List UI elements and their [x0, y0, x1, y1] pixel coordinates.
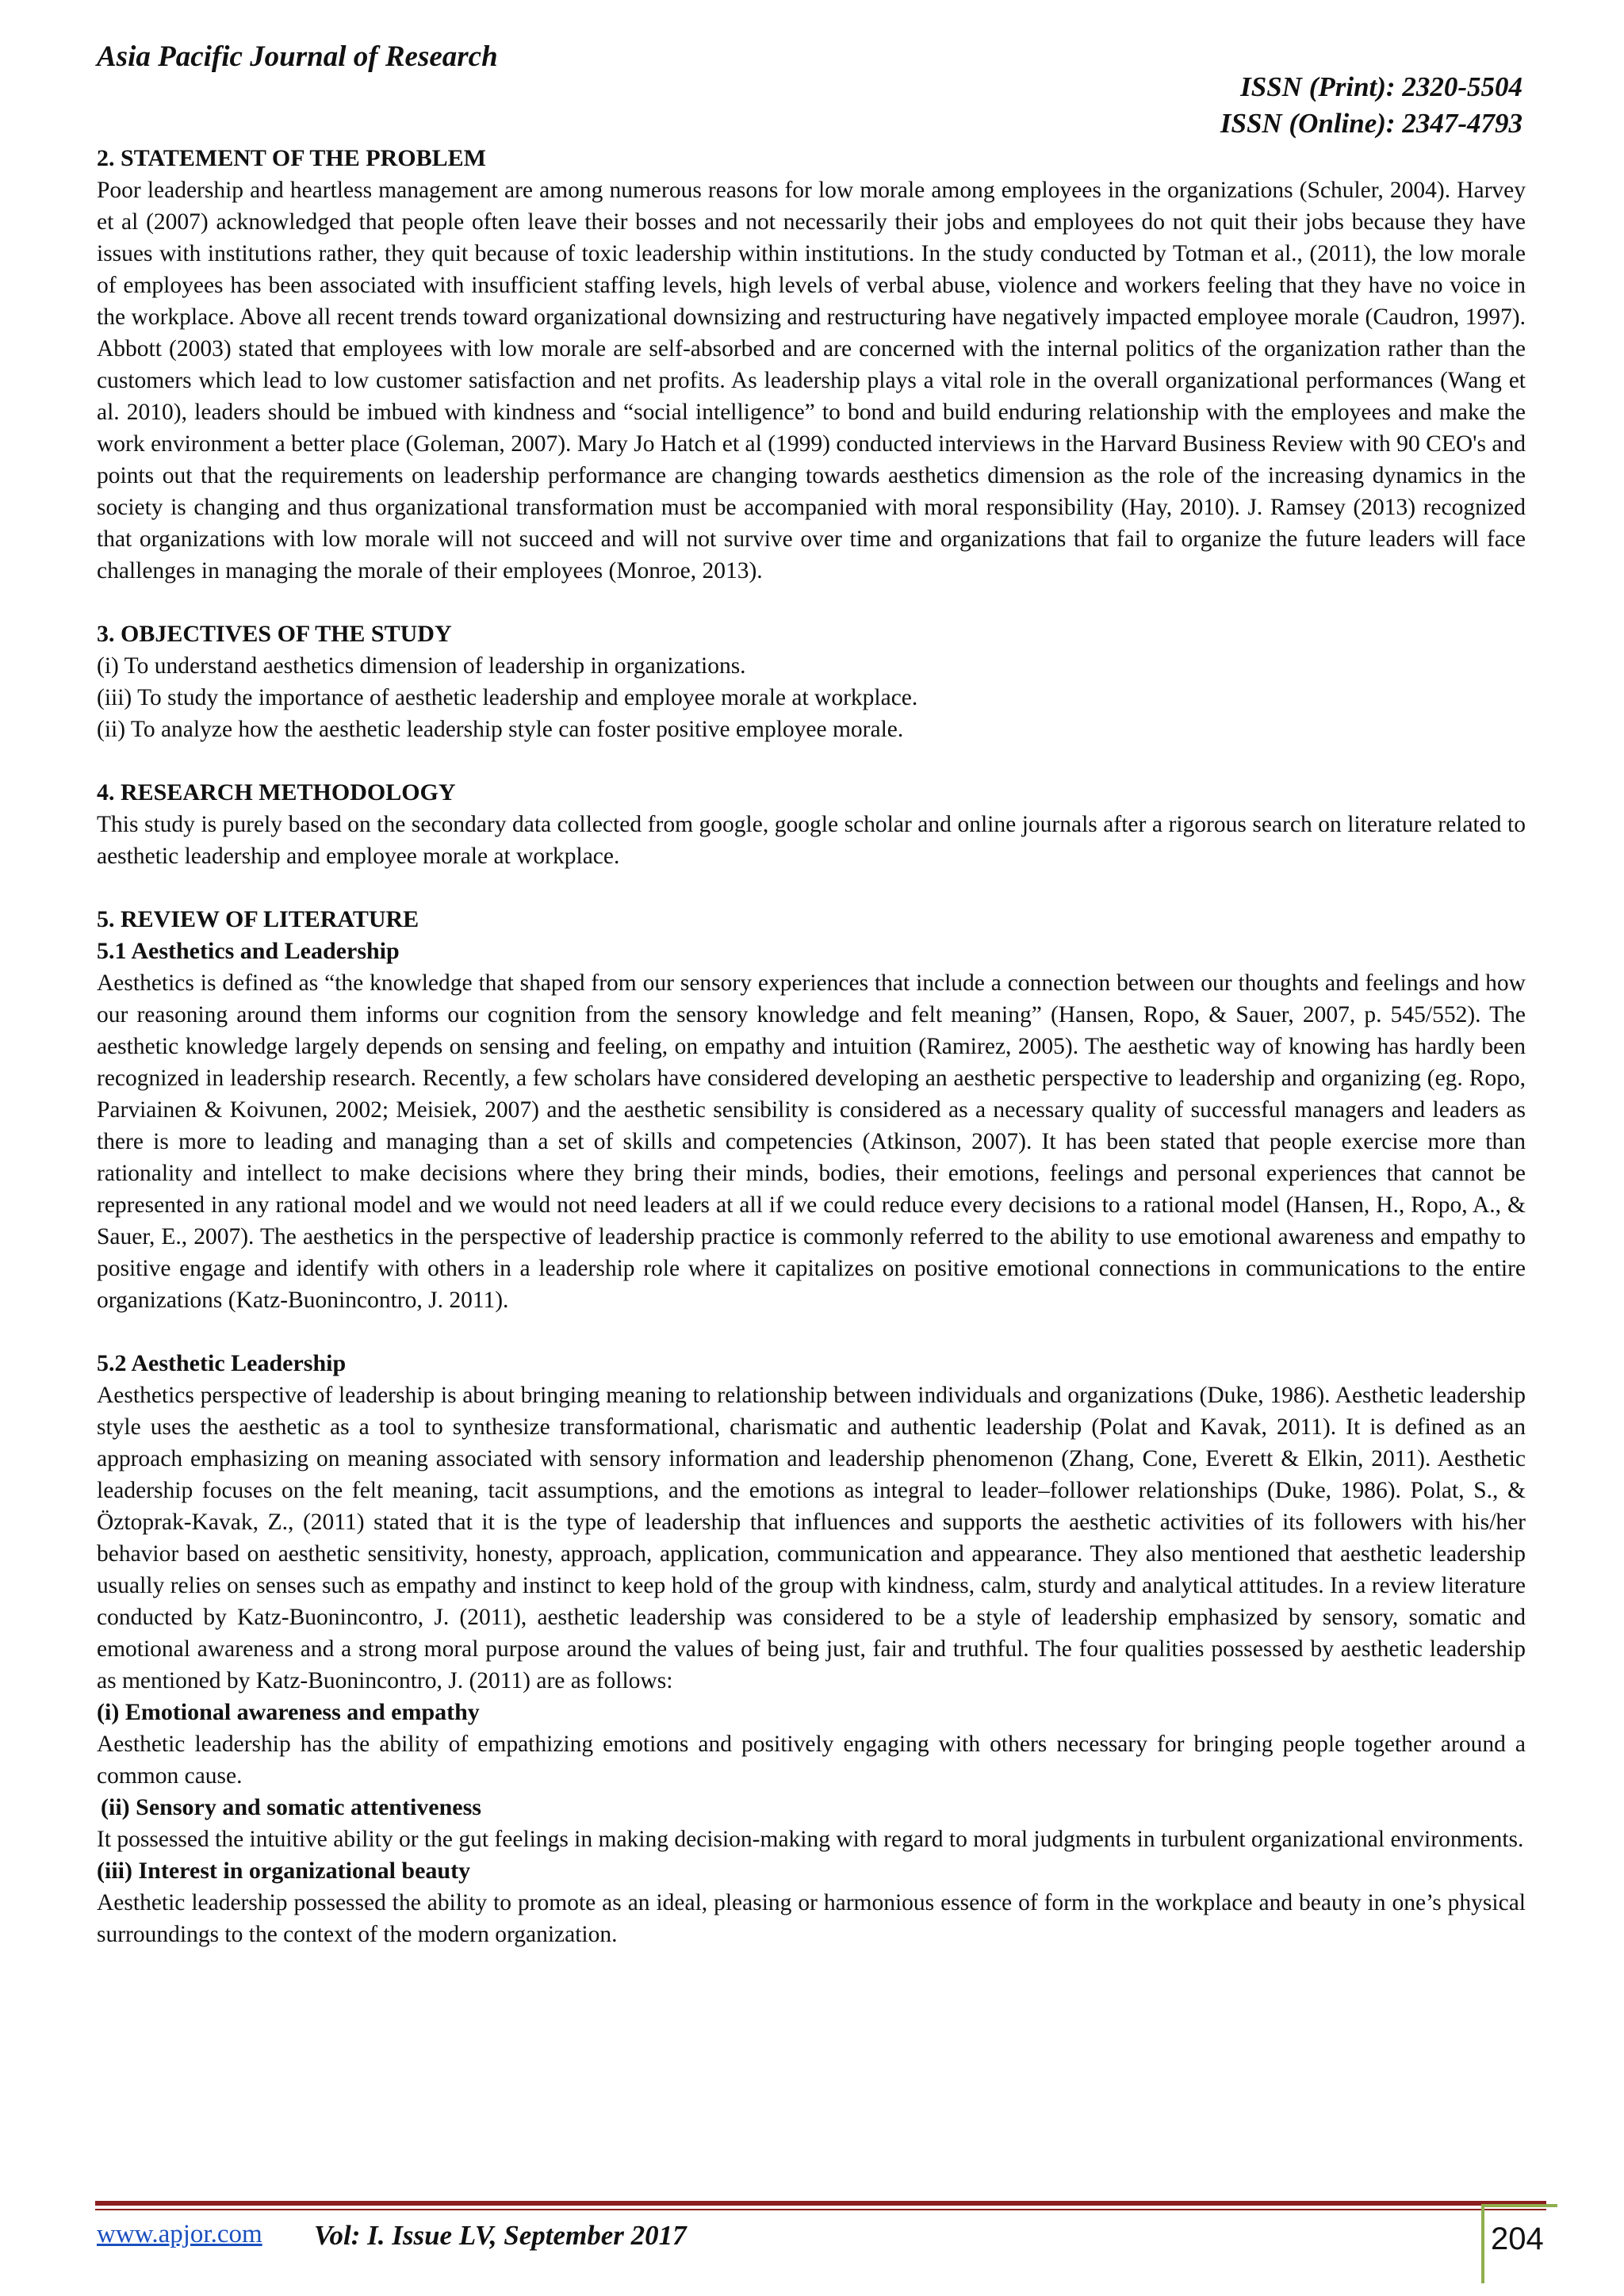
section-review-5-2: [97, 1348, 1526, 1950]
section-review-5-1: [97, 904, 1526, 1316]
paragraph: It possessed the intuitive ability or the gut feelings in making decision-making with regard to moral judgments in turbulent organizational environments.: [97, 1827, 1524, 1852]
article-body: [97, 143, 1526, 1950]
section-heading: 4. RESEARCH METHODOLOGY: [97, 779, 456, 806]
journal-name: Asia Pacific Journal of Research: [97, 40, 498, 73]
paragraph: Aesthetics perspective of leadership is about bringing meaning to relationship between individuals and organizations (Duke, 1986). Aesthetic leadership style uses the aesthetic as a tool to synthesize transformational, charismatic and authentic leadership (Polat and Kavak, 2011). It is defined as an approach emphasizing on meaning associated with sensory information and leadership phenomenon (Zhang, Cone, Everett & Elkin, 2011). Aesthetic leadership focuses on the felt meaning, tacit assumptions, and the emotions as integral to leader–follower relationships (Duke, 1986). Polat, S., & Öztoprak-Kavak, Z., (2011) stated that it is the type of leadership that influences and supports the aesthetic activities of its followers with his/her behavior based on aesthetic sensitivity, honesty, approach, application, communication and appearance. They also mentioned that aesthetic leadership usually relies on senses such as empathy and instinct to keep hold of the group with kindness, calm, sturdy and analytical attitudes. In a review literature conducted by Katz-Buonincontro, J. (2011), aesthetic leadership was considered to be a style of leadership emphasized by sensory, somatic and emotional awareness and a strong moral purpose around the values of being just, fair and truthful. The four qualities possessed by aesthetic leadership as mentioned by Katz-Buonincontro, J. (2011) are as follows:: [97, 1383, 1526, 1693]
footer-url-link[interactable]: www.apjor.com: [97, 2220, 262, 2248]
issn-online: ISSN (Online): 2347-4793: [1220, 108, 1522, 139]
footer-divider: [95, 2201, 1546, 2206]
section-methodology: [97, 777, 1526, 872]
objective-item: (iii) To study the importance of aesthetic leadership and employee morale at workplace.: [97, 685, 918, 710]
page-box-left-border: [1481, 2204, 1484, 2283]
footer-volume: Vol: I. Issue LV, September 2017: [314, 2220, 687, 2251]
section-heading: 2. STATEMENT OF THE PROBLEM: [97, 145, 486, 171]
page-box-top-border: [1481, 2204, 1557, 2207]
section-objectives: [97, 618, 1526, 745]
section-heading: 5. REVIEW OF LITERATURE: [97, 906, 419, 932]
objective-item: (ii) To analyze how the aesthetic leadership style can foster positive employee morale.: [97, 717, 904, 742]
paragraph: Aesthetics is defined as “the knowledge that shaped from our sensory experiences that include a connection between our thoughts and feelings and how our reasoning around them informs our cognition from the sensory knowledge and felt meaning” (Hansen, Ropo, & Sauer, 2007, p. 545/552). The aesthetic knowledge largely depends on sensing and feeling, on empathy and intuition (Ramirez, 2005). The aesthetic way of knowing has hardly been recognized in leadership research. Recently, a few scholars have considered developing an aesthetic perspective to leadership and organizing (eg. Ropo, Parviainen & Koivunen, 2002; Meisiek, 2007) and the aesthetic sensibility is considered as a necessary quality of successful managers and leaders as there is more to leading and managing than a set of skills and competencies (Atkinson, 2007). It has been stated that people exercise more than rationality and intellect to make decisions where they bring their minds, bodies, their emotions, feelings and personal experiences that cannot be represented in any rational model and we would not need leaders at all if we could reduce every decisions to a rational model (Hansen, H., Ropo, A., & Sauer, E., 2007). The aesthetics in the perspective of leadership practice is commonly referred to the ability to use emotional awareness and empathy to positive engage and identify with others in a leadership role where it capitalizes on positive emotional connections in communications to the entire organizations (Katz-Buonincontro, J. 2011).: [97, 970, 1526, 1313]
subsection-heading: 5.1 Aesthetics and Leadership: [97, 938, 400, 964]
quality-heading: (iii) Interest in organizational beauty: [97, 1858, 471, 1884]
page-number-box: [1481, 2204, 1557, 2283]
footer-divider: [95, 2209, 1546, 2210]
issn-print: ISSN (Print): 2320-5504: [1240, 71, 1522, 102]
objective-item: (i) To understand aesthetics dimension of leadership in organizations.: [97, 653, 746, 679]
paragraph: Poor leadership and heartless management are among numerous reasons for low morale among employees in the organizations (Schuler, 2004). Harvey et al (2007) acknowledged that people often leave their bosses and not necessarily their jobs and employees do not quit their jobs because they have issues with institutions rather, they quit because of toxic leadership within institutions. In the study conducted by Totman et al., (2011), the low morale of employees has been associated with insufficient staffing levels, high levels of verbal abuse, violence and workers feeling that they have no voice in the workplace. Above all recent trends toward organizational downsizing and restructuring have negatively impacted employee morale (Caudron, 1997). Abbott (2003) stated that employees with low morale are self-absorbed and are concerned with the internal politics of the organization rather than the customers which lead to low customer satisfaction and net profits. As leadership plays a vital role in the overall organizational performances (Wang et al. 2010), leaders should be imbued with kindness and “social intelligence” to bond and build enduring relationship with the employees and make the work environment a better place (Goleman, 2007). Mary Jo Hatch et al (1999) conducted interviews in the Harvard Business Review with 90 CEO's and points out that the requirements on leadership performance are changing towards aesthetics dimension as the role of the increasing dynamics in the society is changing and thus organizational transformation must be accompanied with moral responsibility (Hay, 2010). J. Ramsey (2013) recognized that organizations with low morale will not succeed and will not survive over time and organizations that fail to organize the future leaders will face challenges in managing the morale of their employees (Monroe, 2013).: [97, 178, 1526, 584]
paragraph: Aesthetic leadership has the ability of empathizing emotions and positively engaging with others necessary for bringing people together around a common cause.: [97, 1732, 1526, 1789]
quality-heading: (i) Emotional awareness and empathy: [97, 1699, 480, 1725]
paragraph: Aesthetic leadership possessed the ability to promote as an ideal, pleasing or harmonious essence of form in the workplace and beauty in one’s physical surroundings to the context of the modern organization.: [97, 1890, 1526, 1947]
quality-heading: (ii) Sensory and somatic attentiveness: [101, 1794, 481, 1820]
paragraph: This study is purely based on the secondary data collected from google, google scholar and online journals after a rigorous search on literature related to aesthetic leadership and employee morale at workplace.: [97, 812, 1526, 869]
page-number: 204: [1491, 2221, 1544, 2256]
subsection-heading: 5.2 Aesthetic Leadership: [97, 1350, 347, 1376]
section-problem: [97, 143, 1526, 587]
section-heading: 3. OBJECTIVES OF THE STUDY: [97, 621, 452, 647]
